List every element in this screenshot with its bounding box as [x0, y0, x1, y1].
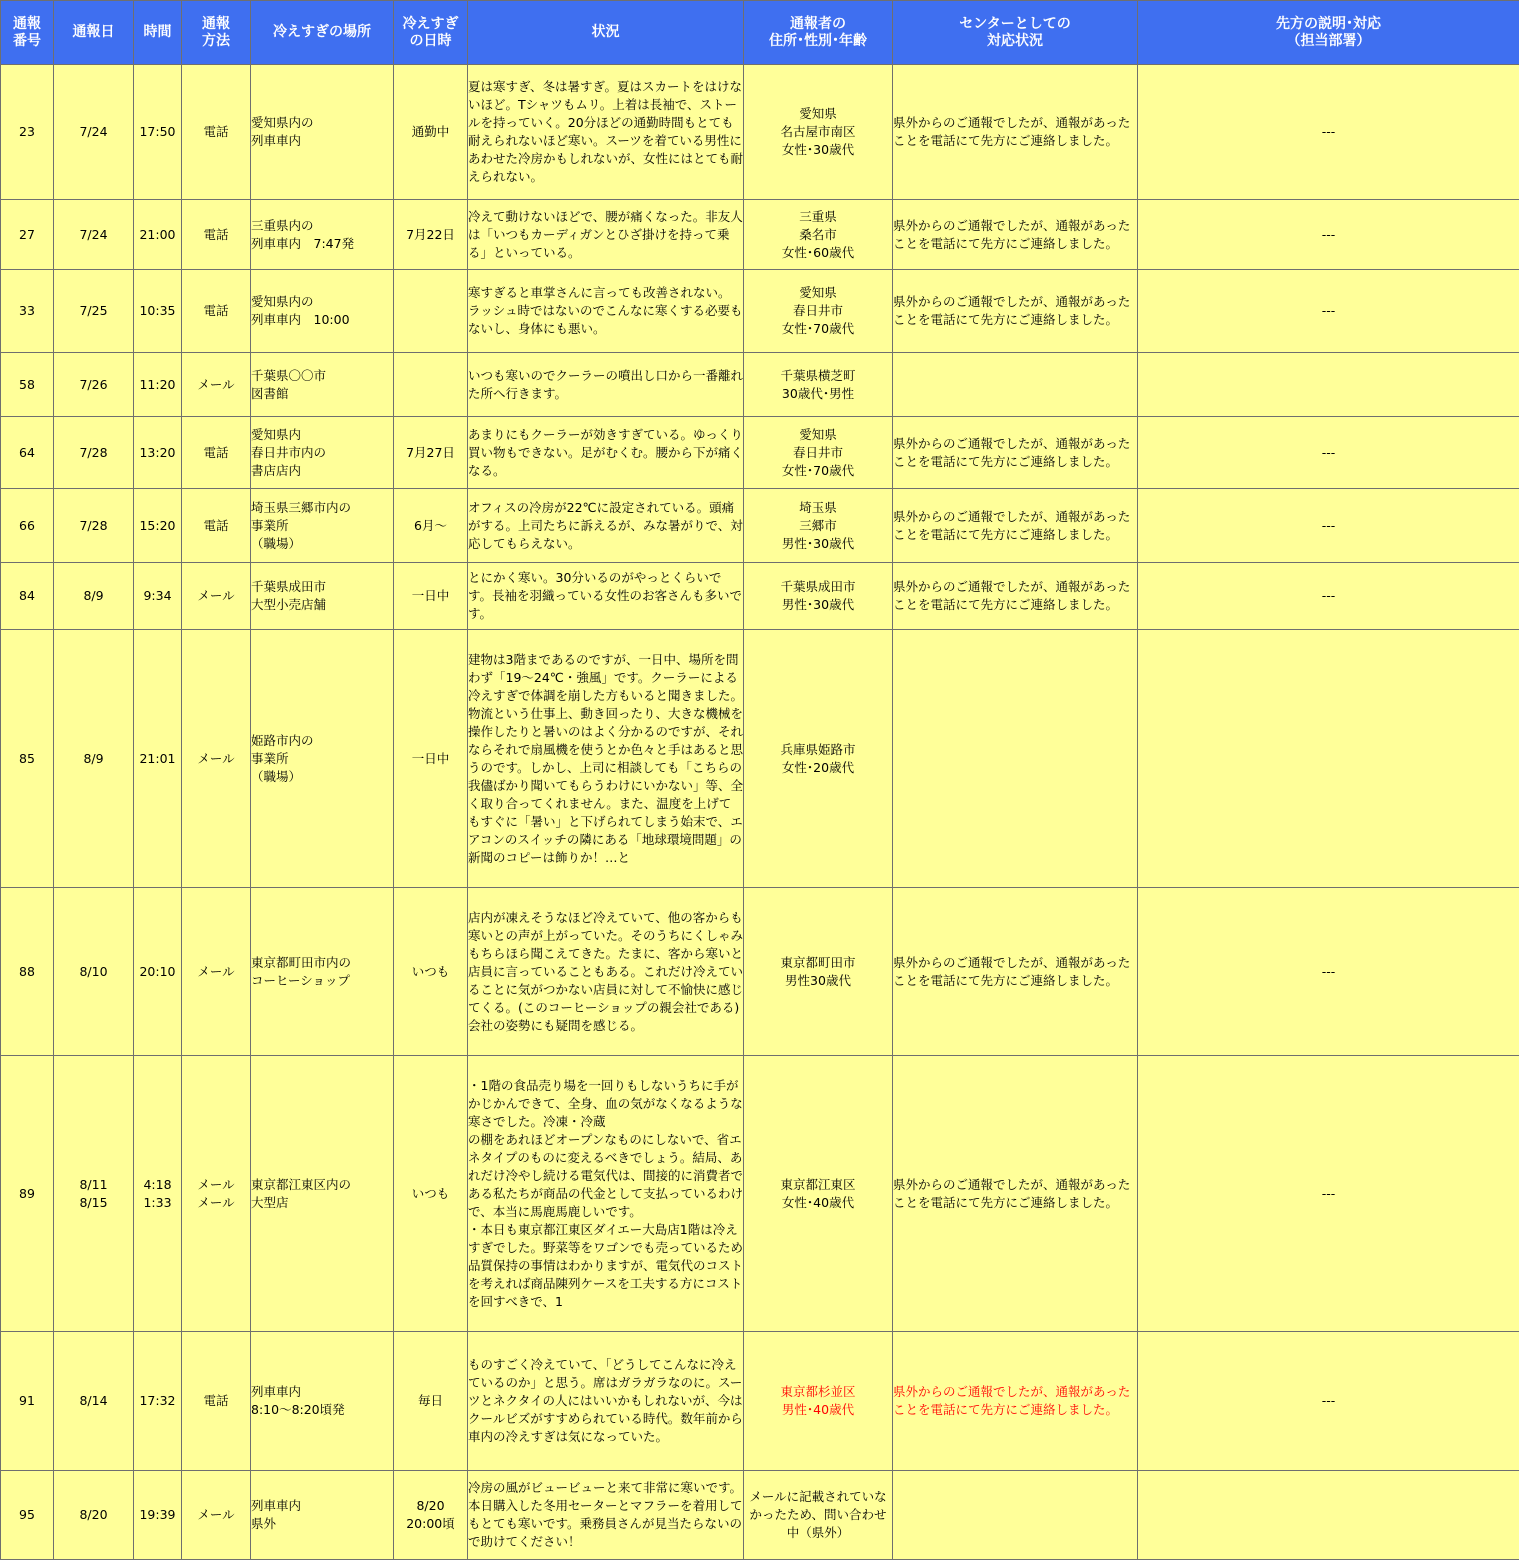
report-date-cell: 8/11 8/15 — [54, 1056, 134, 1332]
table-row — [1, 200, 1519, 270]
report-time-cell: 15:20 — [134, 489, 182, 563]
center-response-cell — [893, 353, 1138, 417]
table-row — [1, 630, 1519, 888]
counterpart-response-cell: --- — [1138, 65, 1519, 200]
place-cell: 三重県内の 列車車内 7:47発 — [251, 200, 394, 270]
table-row — [1, 270, 1519, 353]
report-time-cell: 13:20 — [134, 417, 182, 489]
center-response-cell — [893, 630, 1138, 888]
center-response-cell: 県外からのご通報でしたが、通報があったことを電話にて先方にご連絡しました。 — [893, 1056, 1138, 1332]
reporter-cell: 千葉県成田市 男性･30歳代 — [744, 563, 893, 630]
when-cell: 一日中 — [394, 630, 468, 888]
report-time-cell: 10:35 — [134, 270, 182, 353]
reporter-cell: 埼玉県 三郷市 男性･30歳代 — [744, 489, 893, 563]
situation-cell: 夏は寒すぎ、冬は暑すぎ。夏はスカートをはけないほど。Tシャツもムリ。上着は長袖で、ストールを持っていく。20分ほどの通勤時間もとても耐えられないほど寒い。スーツを着ている男性にあわせた冷房かもしれないが、女性にはとても耐えられない。 — [468, 65, 744, 200]
center-response-cell: 県外からのご通報でしたが、通報があったことを電話にて先方にご連絡しました。 — [893, 563, 1138, 630]
situation-cell: ものすごく冷えていて、「どうしてこんなに冷えているのか」と思う。席はガラガラなのに。スーツとネクタイの人にはいいかもしれないが、今はクールビズがすすめられている時代。数年前から車内の冷えすぎは気になっていた。 — [468, 1332, 744, 1471]
counterpart-response-cell: --- — [1138, 417, 1519, 489]
reporter-cell: 愛知県 名古屋市南区 女性･30歳代 — [744, 65, 893, 200]
counterpart-response-cell: --- — [1138, 200, 1519, 270]
report-method-cell: 電話 — [182, 1332, 251, 1471]
reporter-cell: 東京都町田市 男性30歳代 — [744, 888, 893, 1056]
when-cell: 7月22日 — [394, 200, 468, 270]
reporter-cell: 愛知県 春日井市 女性･70歳代 — [744, 417, 893, 489]
report-time-cell: 4:18 1:33 — [134, 1056, 182, 1332]
header-reporter: 通報者の 住所･性別･年齢 — [744, 1, 893, 65]
report-time-cell: 20:10 — [134, 888, 182, 1056]
situation-cell: 冷えて動けないほどで、腰が痛くなった。非友人は「いつもカーディガンとひざ掛けを持って乗る」といっている。 — [468, 200, 744, 270]
place-cell: 姫路市内の 事業所 （職場） — [251, 630, 394, 888]
report-time-cell: 11:20 — [134, 353, 182, 417]
report-no-cell: 95 — [1, 1471, 54, 1560]
report-no-cell: 58 — [1, 353, 54, 417]
place-cell: 列車車内 8:10～8:20頃発 — [251, 1332, 394, 1471]
table-row — [1, 65, 1519, 200]
reporter-cell: メールに記載されていなかったため、問い合わせ中（県外） — [744, 1471, 893, 1560]
center-response-cell: 県外からのご通報でしたが、通報があったことを電話にて先方にご連絡しました。 — [893, 270, 1138, 353]
report-no-cell: 89 — [1, 1056, 54, 1332]
report-no-cell: 23 — [1, 65, 54, 200]
report-time-cell: 17:50 — [134, 65, 182, 200]
when-cell: 一日中 — [394, 563, 468, 630]
when-cell — [394, 270, 468, 353]
reporter-cell: 兵庫県姫路市 女性･20歳代 — [744, 630, 893, 888]
table-row — [1, 1471, 1519, 1560]
counterpart-response-cell — [1138, 1471, 1519, 1560]
counterpart-response-cell: --- — [1138, 563, 1519, 630]
reporter-cell: 東京都杉並区 男性･40歳代 — [744, 1332, 893, 1471]
counterpart-response-cell: --- — [1138, 489, 1519, 563]
table-row — [1, 417, 1519, 489]
reporter-cell: 愛知県 春日井市 女性･70歳代 — [744, 270, 893, 353]
place-cell: 千葉県〇〇市 図書館 — [251, 353, 394, 417]
report-no-cell: 88 — [1, 888, 54, 1056]
center-response-cell: 県外からのご通報でしたが、通報があったことを電話にて先方にご連絡しました。 — [893, 489, 1138, 563]
header-counterpart-response: 先方の説明･対応 （担当部署） — [1138, 1, 1519, 65]
when-cell — [394, 353, 468, 417]
report-date-cell: 8/9 — [54, 563, 134, 630]
report-method-cell: メール — [182, 630, 251, 888]
counterpart-response-cell — [1138, 353, 1519, 417]
when-cell: 8/20 20:00頃 — [394, 1471, 468, 1560]
when-cell: 通勤中 — [394, 65, 468, 200]
header-method: 通報 方法 — [182, 1, 251, 65]
report-method-cell: 電話 — [182, 270, 251, 353]
when-cell: 毎日 — [394, 1332, 468, 1471]
counterpart-response-cell: --- — [1138, 270, 1519, 353]
reporter-cell: 三重県 桑名市 女性･60歳代 — [744, 200, 893, 270]
counterpart-response-cell: --- — [1138, 888, 1519, 1056]
report-no-cell: 84 — [1, 563, 54, 630]
situation-cell: 店内が凍えそうなほど冷えていて、他の客からも寒いとの声が上がっていた。そのうちにくしゃみもちらほら聞こえてきた。たまに、客から寒いと店員に言っていることもある。これだけ冷えていることに気がつかない店員に対して不愉快に感じてくる。(このコーヒーショップの親会社である)会社の姿勢にも疑問を感じる。 — [468, 888, 744, 1056]
situation-cell: ・1階の食品売り場を一回りもしないうちに手がかじかんできて、全身、血の気がなくなるような寒さでした。冷凍・冷蔵 の棚をあれほどオープンなものにしないで、省エネタイプのものに変えるべきでしょう。結局、あれだけ冷やし続ける電気代は、間接的に消費者である私たちが商品の代金として支払っているわけで、本当に馬鹿馬鹿しいです。 ・本日も東京都江東区ダイエー大島店1階は冷えすぎでした。野菜等をワゴンでも売っているため品質保持の事情はわかりますが、電気代のコストを考えれば商品陳列ケースを工夫する方にコストを回すべきで、1 — [468, 1056, 744, 1332]
report-date-cell: 8/20 — [54, 1471, 134, 1560]
report-no-cell: 27 — [1, 200, 54, 270]
when-cell: いつも — [394, 1056, 468, 1332]
situation-cell: 冷房の風がビュービューと来て非常に寒いです。本日購入した冬用セーターとマフラーを着用してもとても寒いです。乗務員さんが見当たらないので助けてください！ — [468, 1471, 744, 1560]
report-date-cell: 7/28 — [54, 489, 134, 563]
report-date-cell: 7/26 — [54, 353, 134, 417]
header-row — [1, 1, 1519, 65]
report-no-cell: 66 — [1, 489, 54, 563]
header-report-no: 通報 番号 — [1, 1, 54, 65]
table-row — [1, 888, 1519, 1056]
place-cell: 愛知県内の 列車車内 — [251, 65, 394, 200]
when-cell: 6月～ — [394, 489, 468, 563]
when-cell: いつも — [394, 888, 468, 1056]
place-cell: 千葉県成田市 大型小売店舗 — [251, 563, 394, 630]
counterpart-response-cell: --- — [1138, 1056, 1519, 1332]
situation-cell: あまりにもクーラーが効きすぎている。ゆっくり買い物もできない。足がむくむ。腰から下が痛くなる。 — [468, 417, 744, 489]
report-time-cell: 9:34 — [134, 563, 182, 630]
place-cell: 東京都町田市内の コーヒーショップ — [251, 888, 394, 1056]
report-date-cell: 8/10 — [54, 888, 134, 1056]
place-cell: 愛知県内 春日井市内の 書店店内 — [251, 417, 394, 489]
situation-cell: オフィスの冷房が22℃に設定されている。頭痛がする。上司たちに訴えるが、みな暑がりで、対応してもらえない。 — [468, 489, 744, 563]
report-no-cell: 85 — [1, 630, 54, 888]
report-method-cell: 電話 — [182, 489, 251, 563]
center-response-cell: 県外からのご通報でしたが、通報があったことを電話にて先方にご連絡しました。 — [893, 65, 1138, 200]
report-date-cell: 8/9 — [54, 630, 134, 888]
counterpart-response-cell: --- — [1138, 1332, 1519, 1471]
counterpart-response-cell — [1138, 630, 1519, 888]
report-method-cell: メール — [182, 563, 251, 630]
when-cell: 7月27日 — [394, 417, 468, 489]
center-response-cell: 県外からのご通報でしたが、通報があったことを電話にて先方にご連絡しました。 — [893, 417, 1138, 489]
table-row — [1, 353, 1519, 417]
header-place: 冷えすぎの場所 — [251, 1, 394, 65]
table-row — [1, 489, 1519, 563]
situation-cell: 建物は3階まであるのですが、一日中、場所を問わず「19～24℃・強風」です。クーラーによる冷えすぎで体調を崩した方もいると聞きました。物流という仕事上、動き回ったり、大きな機械を操作したりと暑いのはよく分かるのですが、それならそれで扇風機を使うとか色々と手はあると思うのです。しかし、上司に相談しても「こちらの我儘ばかり聞いてもらうわけにいかない」等、全く取り合ってくれません。また、温度を上げてもすぐに「暑い」と下げられてしまう始末で、エアコンのスイッチの隣にある「地球環境問題」の新聞のコピーは飾りか！…と — [468, 630, 744, 888]
report-method-cell: メール メール — [182, 1056, 251, 1332]
center-response-cell: 県外からのご通報でしたが、通報があったことを電話にて先方にご連絡しました。 — [893, 1332, 1138, 1471]
report-method-cell: 電話 — [182, 200, 251, 270]
report-date-cell: 7/24 — [54, 200, 134, 270]
report-date-cell: 7/24 — [54, 65, 134, 200]
table-row — [1, 563, 1519, 630]
report-time-cell: 17:32 — [134, 1332, 182, 1471]
header-situation: 状況 — [468, 1, 744, 65]
report-method-cell: メール — [182, 888, 251, 1056]
report-method-cell: メール — [182, 353, 251, 417]
place-cell: 東京都江東区内の 大型店 — [251, 1056, 394, 1332]
report-time-cell: 19:39 — [134, 1471, 182, 1560]
report-method-cell: メール — [182, 1471, 251, 1560]
report-no-cell: 91 — [1, 1332, 54, 1471]
table-row — [1, 1332, 1519, 1471]
report-method-cell: 電話 — [182, 417, 251, 489]
header-time: 時間 — [134, 1, 182, 65]
situation-cell: いつも寒いのでクーラーの噴出し口から一番離れた所へ行きます。 — [468, 353, 744, 417]
header-center-response: センターとしての 対応状況 — [893, 1, 1138, 65]
report-date-cell: 7/25 — [54, 270, 134, 353]
header-when: 冷えすぎ の日時 — [394, 1, 468, 65]
report-no-cell: 64 — [1, 417, 54, 489]
report-date-cell: 8/14 — [54, 1332, 134, 1471]
table-row — [1, 1056, 1519, 1332]
report-date-cell: 7/28 — [54, 417, 134, 489]
report-no-cell: 33 — [1, 270, 54, 353]
place-cell: 愛知県内の 列車車内 10:00 — [251, 270, 394, 353]
place-cell: 埼玉県三郷市内の 事業所 （職場） — [251, 489, 394, 563]
report-time-cell: 21:01 — [134, 630, 182, 888]
reporter-cell: 東京都江東区 女性･40歳代 — [744, 1056, 893, 1332]
situation-cell: とにかく寒い。30分いるのがやっとくらいです。長袖を羽織っている女性のお客さんも多いです。 — [468, 563, 744, 630]
place-cell: 列車車内 県外 — [251, 1471, 394, 1560]
report-method-cell: 電話 — [182, 65, 251, 200]
center-response-cell: 県外からのご通報でしたが、通報があったことを電話にて先方にご連絡しました。 — [893, 888, 1138, 1056]
situation-cell: 寒すぎると車掌さんに言っても改善されない。ラッシュ時ではないのでこんなに寒くする必要もないし、身体にも悪い。 — [468, 270, 744, 353]
center-response-cell: 県外からのご通報でしたが、通報があったことを電話にて先方にご連絡しました。 — [893, 200, 1138, 270]
report-time-cell: 21:00 — [134, 200, 182, 270]
reporter-cell: 千葉県横芝町 30歳代･男性 — [744, 353, 893, 417]
center-response-cell — [893, 1471, 1138, 1560]
header-report-date: 通報日 — [54, 1, 134, 65]
